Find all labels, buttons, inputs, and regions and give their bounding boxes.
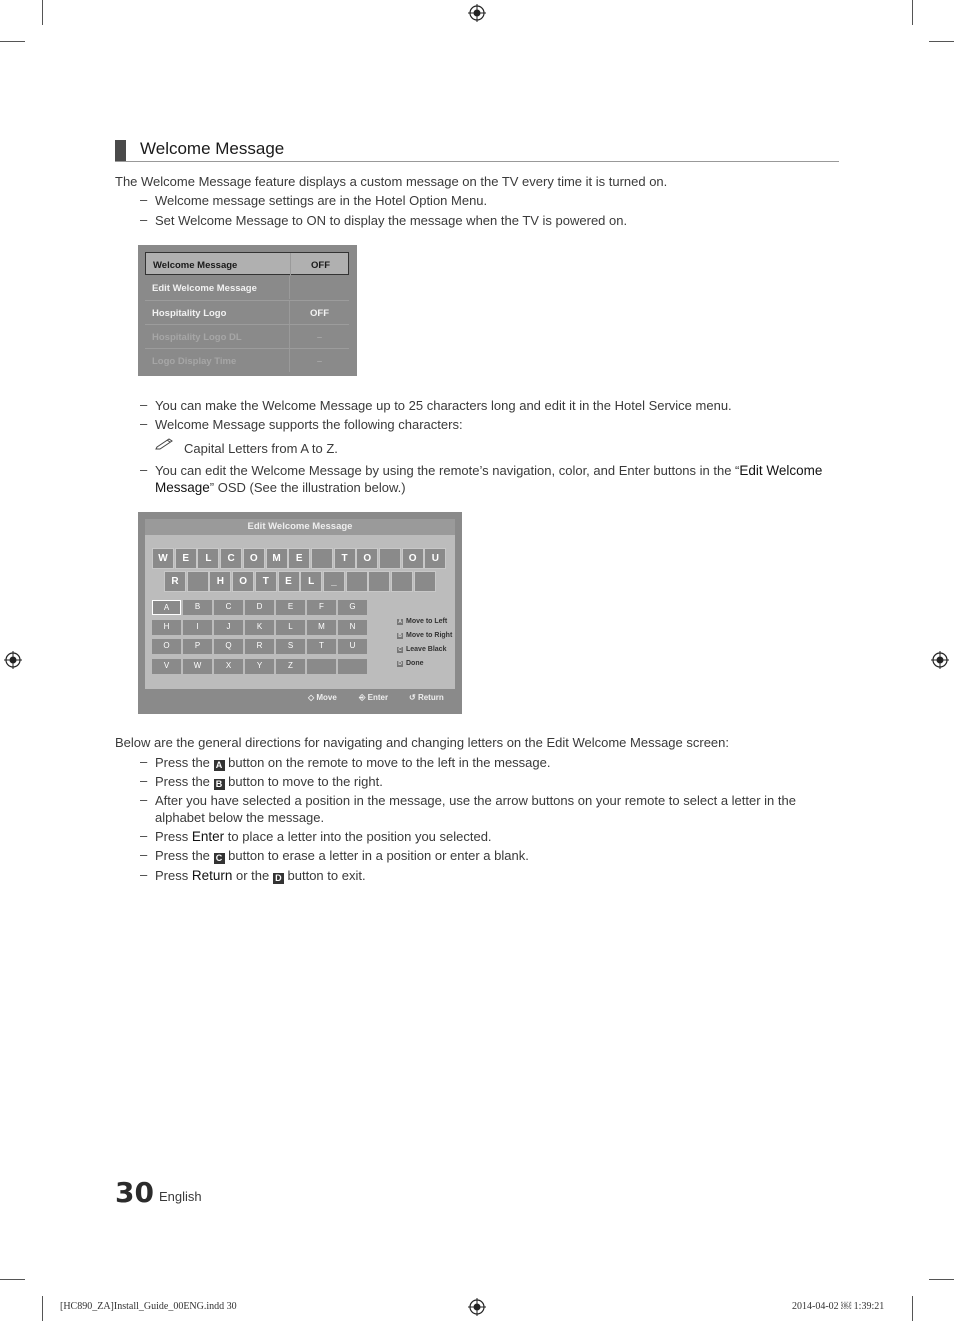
keyboard-key[interactable]: M — [307, 620, 336, 635]
b-key-icon: B — [214, 779, 225, 790]
enter-hint-label: Enter — [367, 693, 389, 702]
message-char-cell[interactable] — [379, 548, 401, 569]
keyboard-key[interactable]: A — [152, 600, 181, 615]
return-hint: ↺ Return — [409, 693, 444, 702]
crop-mark — [929, 1279, 954, 1280]
crop-mark — [929, 41, 954, 42]
keyboard-key[interactable]: Z — [276, 659, 305, 674]
keyboard-key[interactable]: V — [152, 659, 181, 674]
dash: – — [140, 212, 148, 227]
keyboard-key[interactable]: H — [152, 620, 181, 635]
bullet-text: Welcome message settings are in the Hotel Option Menu. — [155, 193, 488, 208]
menu-row-value: – — [316, 332, 323, 343]
keyboard-key[interactable]: D — [245, 600, 274, 615]
menu-row-separator — [289, 301, 290, 324]
keyboard-key[interactable]: T — [307, 639, 336, 654]
direction-item — [155, 773, 383, 790]
legend-item — [397, 660, 424, 667]
c-key-icon: C — [214, 853, 225, 864]
direction-text: Press the — [155, 848, 210, 863]
keyboard-key[interactable]: X — [214, 659, 243, 674]
legend-label: Leave Black — [406, 646, 447, 653]
direction-text: Press — [155, 868, 189, 883]
menu-row-hospitality-logo[interactable] — [145, 300, 349, 324]
keyboard-key[interactable]: L — [276, 620, 305, 635]
direction-item — [155, 847, 529, 864]
message-char-cell[interactable]: O — [402, 548, 424, 569]
keyboard-key[interactable]: G — [338, 600, 367, 615]
d-key-icon: D — [273, 873, 284, 884]
menu-row-hospitality-logo-dl — [145, 324, 349, 348]
menu-row-separator — [289, 325, 290, 348]
keyboard-key[interactable]: O — [152, 639, 181, 654]
keyboard-key[interactable]: Q — [214, 639, 243, 654]
crop-mark — [912, 1296, 913, 1321]
message-char-cell[interactable]: U — [424, 548, 446, 569]
keyboard-key[interactable]: C — [214, 600, 243, 615]
legend-label: Done — [406, 660, 424, 667]
osd-footer — [145, 689, 455, 706]
crop-mark — [0, 41, 25, 42]
dash: – — [140, 828, 148, 843]
message-char-cell[interactable]: M — [266, 548, 288, 569]
section-title: Welcome Message — [140, 139, 285, 158]
registration-mark-icon — [468, 4, 486, 22]
message-char-cell[interactable] — [368, 571, 390, 592]
return-hint-label: Return — [417, 693, 444, 702]
menu-row-label: Welcome Message — [153, 260, 238, 271]
legend-item — [397, 632, 452, 639]
keyboard-key[interactable] — [338, 659, 367, 674]
direction-text: alphabet below the message. — [155, 810, 325, 825]
direction-text: button to exit. — [287, 868, 366, 883]
direction-text: or the — [236, 868, 270, 883]
edit-welcome-message-osd — [138, 512, 462, 714]
keyboard-key[interactable]: B — [183, 600, 212, 615]
menu-row-label: Logo Display Time — [152, 356, 237, 367]
dash: – — [140, 867, 148, 882]
message-char-cell[interactable]: L — [300, 571, 322, 592]
direction-text: to place a letter into the position you selected. — [227, 829, 492, 844]
crop-mark — [42, 0, 43, 25]
menu-row-separator — [289, 276, 290, 299]
message-char-cell[interactable]: O — [243, 548, 265, 569]
direction-text: Press the — [155, 774, 210, 789]
message-char-cell[interactable]: T — [334, 548, 356, 569]
page-language: English — [159, 1189, 202, 1204]
direction-text: button to move to the right. — [228, 774, 383, 789]
keyboard-key[interactable]: F — [307, 600, 336, 615]
message-char-cell[interactable] — [311, 548, 333, 569]
registration-mark-icon — [931, 651, 949, 669]
bullet-text-part: ” OSD (See the illustration below.) — [209, 480, 406, 495]
dash: – — [140, 462, 148, 477]
keyboard-key[interactable]: W — [183, 659, 212, 674]
keyboard-key[interactable]: S — [276, 639, 305, 654]
message-char-cell[interactable]: E — [278, 571, 300, 592]
bullet-text — [155, 462, 835, 496]
legend-label: Move to Left — [406, 618, 448, 625]
a-key-icon: A — [214, 760, 225, 771]
bullet-text-part: You can edit the Welcome Message by using the remote’s navigation, color, and Enter buttons in the “ — [155, 463, 740, 478]
bullet-text-bold: Edit Welcome Message — [155, 463, 823, 495]
return-keyword: Return — [191, 868, 233, 883]
page-number: 30 — [115, 1176, 154, 1209]
pencil-note-icon — [155, 436, 175, 450]
menu-row-edit-welcome-message[interactable] — [145, 276, 349, 299]
direction-text: button to erase a letter in a position or enter a blank. — [228, 848, 529, 863]
dash: – — [140, 416, 148, 431]
registration-mark-icon — [4, 651, 22, 669]
keyboard-key[interactable]: I — [183, 620, 212, 635]
direction-text: Press — [155, 829, 189, 844]
keyboard-key[interactable] — [307, 659, 336, 674]
keyboard-key[interactable]: K — [245, 620, 274, 635]
keyboard-key[interactable]: E — [276, 600, 305, 615]
direction-item — [155, 828, 492, 845]
bullet-text: Set Welcome Message to ON to display the message when the TV is powered on. — [155, 213, 628, 228]
registration-mark-icon — [468, 1298, 486, 1316]
keyboard-key[interactable]: N — [338, 620, 367, 635]
crop-mark — [42, 1296, 43, 1321]
message-char-cell[interactable]: C — [220, 548, 242, 569]
message-char-cell[interactable]: R — [164, 571, 186, 592]
direction-text: Press the — [155, 755, 210, 770]
direction-text: After you have selected a position in the message, use the arrow buttons on your remote to select a letter in the — [155, 793, 796, 808]
move-hint-label: Move — [316, 693, 337, 702]
legend-item — [397, 646, 446, 653]
move-hint: ◇ Move — [308, 693, 337, 702]
menu-row-welcome-message[interactable] — [145, 252, 349, 275]
message-char-cell[interactable]: T — [255, 571, 277, 592]
hotel-option-menu — [138, 245, 357, 376]
menu-row-logo-display-time — [145, 348, 349, 372]
direction-item — [155, 867, 366, 884]
keyboard-key[interactable]: R — [245, 639, 274, 654]
color-key-icon: D — [398, 661, 402, 667]
directions-intro: Below are the general directions for navigating and changing letters on the Edit Welcome Message screen: — [115, 735, 730, 750]
menu-row-separator — [290, 253, 291, 276]
message-char-cell[interactable] — [414, 571, 436, 592]
menu-row-value: OFF — [310, 308, 329, 319]
message-char-cell[interactable] — [187, 571, 209, 592]
direction-text: button on the remote to move to the left in the message. — [228, 755, 551, 770]
dash: – — [140, 847, 148, 862]
slug-timestamp: 2014-04-02 ￼ 1:39:21 — [792, 1301, 885, 1312]
enter-keyword: Enter — [191, 829, 225, 844]
message-char-cell[interactable] — [391, 571, 413, 592]
enter-hint: ⎆ Enter — [359, 693, 389, 702]
legend-item — [397, 618, 447, 625]
message-char-cell[interactable]: O — [232, 571, 254, 592]
menu-row-separator — [289, 349, 290, 372]
message-char-cell[interactable]: W — [152, 548, 174, 569]
dash: – — [140, 192, 148, 207]
menu-row-label: Edit Welcome Message — [152, 283, 257, 294]
heading-rule — [115, 161, 839, 162]
dash: – — [140, 754, 148, 769]
slug-filename: [HC890_ZA]Install_Guide_00ENG.indd 30 — [60, 1301, 237, 1312]
message-char-cell[interactable]: _ — [323, 571, 345, 592]
menu-row-value: OFF — [311, 260, 330, 271]
direction-item — [155, 754, 550, 771]
dash: – — [140, 773, 148, 788]
menu-row-label: Hospitality Logo DL — [152, 332, 242, 343]
crop-mark — [912, 0, 913, 25]
note-text: Capital Letters from A to Z. — [184, 441, 338, 456]
message-char-cell[interactable]: E — [175, 548, 197, 569]
keyboard-key[interactable]: Y — [245, 659, 274, 674]
keyboard-key[interactable]: U — [338, 639, 367, 654]
keyboard-key[interactable]: J — [214, 620, 243, 635]
intro-text: The Welcome Message feature displays a custom message on the TV every time it is turned on. — [115, 174, 668, 189]
color-key-icon: B — [398, 633, 402, 639]
bullet-text: Welcome Message supports the following characters: — [155, 417, 463, 432]
osd-body — [145, 519, 455, 706]
message-char-cell[interactable] — [346, 571, 368, 592]
menu-row-label: Hospitality Logo — [152, 308, 227, 319]
osd-title: Edit Welcome Message — [145, 519, 455, 535]
color-key-icon: C — [398, 647, 402, 653]
crop-mark — [0, 1279, 25, 1280]
keyboard-key[interactable]: P — [183, 639, 212, 654]
message-char-cell[interactable]: E — [288, 548, 310, 569]
dash: – — [140, 792, 148, 807]
bullet-text: You can make the Welcome Message up to 25 characters long and edit it in the Hotel Service menu. — [155, 398, 732, 413]
message-char-cell[interactable]: O — [356, 548, 378, 569]
heading-bar — [115, 140, 126, 161]
dash: – — [140, 397, 148, 412]
menu-row-value: – — [316, 356, 323, 367]
legend-label: Move to Right — [406, 632, 453, 639]
message-char-cell[interactable]: L — [197, 548, 219, 569]
color-key-icon: A — [398, 619, 402, 625]
message-char-cell[interactable]: H — [209, 571, 231, 592]
